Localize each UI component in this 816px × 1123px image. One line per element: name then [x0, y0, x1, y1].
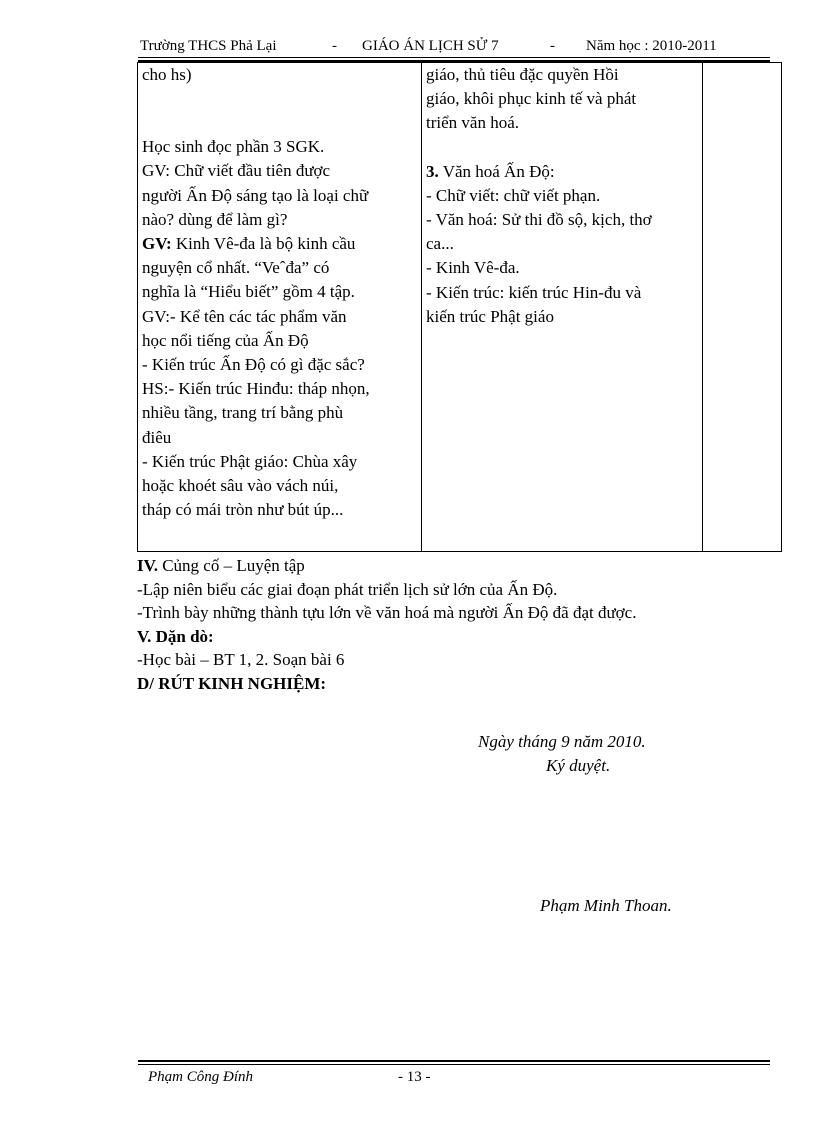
- section-d-title: [137, 672, 777, 696]
- text-line: học nổi tiếng của Ấn Độ: [142, 330, 309, 350]
- section-d-title-text: D/ RÚT KINH NGHIỆM:: [137, 673, 327, 693]
- text-line: giáo, thủ tiêu đặc quyền Hồi: [426, 65, 619, 84]
- text-line: điêu: [142, 427, 172, 447]
- text-line: - Kinh Vê-đa.: [426, 258, 520, 278]
- section-v-title-text: V. Dặn dò:: [137, 626, 214, 646]
- section-heading: [426, 160, 698, 184]
- footer-rule-thin: [138, 1064, 770, 1065]
- text-line: [142, 232, 417, 256]
- signature-name: Phạm Minh Thoan.: [540, 896, 672, 915]
- heading-number: 3.: [426, 161, 439, 181]
- header-rule-thin: [138, 57, 770, 58]
- text-line: Học sinh đọc phần 3 SGK.: [142, 137, 325, 157]
- section-v-title: [137, 625, 777, 649]
- text-line: GV:- Kể tên các tác phẩm văn: [142, 306, 347, 326]
- text-line: nghĩa là “Hiểu biết” gồm 4 tập.: [142, 282, 355, 302]
- text-line: - Văn hoá: Sử thi đồ sộ, kịch, thơ: [426, 210, 652, 230]
- text-line: nguyện cổ nhất. “Veˆđa” có: [142, 258, 330, 278]
- footer-page-number: - 13 -: [398, 1069, 431, 1085]
- content-cell: [422, 63, 703, 552]
- lesson-closing: [137, 554, 777, 695]
- footer-rule-thick: [138, 1060, 770, 1062]
- teacher-student-activity-cell: [138, 63, 422, 552]
- text-line: - Kiến trúc Phật giáo: Chùa xây: [142, 451, 358, 471]
- section-number: IV.: [137, 556, 158, 575]
- signature-date: Ngày tháng 9 năm 2010.: [478, 732, 646, 751]
- text-line: - Chữ viết: chữ viết phạn.: [426, 185, 601, 205]
- spacer: [142, 87, 417, 135]
- gv-label: GV:: [142, 234, 172, 254]
- text-line: kiến trúc Phật giáo: [426, 306, 554, 326]
- text-line: nào? dùng để làm gì?: [142, 209, 288, 229]
- section-title-text: Củng cố – Luyện tập: [157, 556, 305, 575]
- text-line: giáo, khôi phục kinh tế và phát: [426, 89, 637, 109]
- header-sep-2: -: [550, 38, 555, 54]
- section-iv-item: -Lập niên biểu các giai đoạn phát triển lịch sử lớn của Ấn Độ.: [137, 579, 558, 599]
- text-line: cho hs): [142, 65, 192, 84]
- text-line: HS:- Kiến trúc Hinđu: tháp nhọn,: [142, 379, 370, 399]
- header-sep-1: -: [332, 38, 337, 54]
- section-v-item: -Học bài – BT 1, 2. Soạn bài 6: [137, 650, 345, 669]
- text-line: - Kiến trúc: kiến trúc Hin-đu và: [426, 282, 642, 302]
- heading-text: Văn hoá Ấn Độ:: [438, 161, 555, 181]
- text-line: triển văn hoá.: [426, 113, 519, 133]
- text-line: - Kiến trúc Ấn Độ có gì đặc sắc?: [142, 355, 365, 375]
- footer-author: Phạm Công Đính: [148, 1069, 253, 1085]
- text-line: hoặc khoét sâu vào vách núi,: [142, 476, 339, 496]
- text-line: GV: Chữ viết đầu tiên được: [142, 161, 331, 181]
- table-row: [138, 63, 782, 552]
- header-year: Năm học : 2010-2011: [586, 38, 717, 54]
- notes-cell: [703, 63, 782, 552]
- section-iv-title: [137, 554, 777, 578]
- header-school: Trường THCS Phả Lại: [140, 38, 277, 54]
- spacer: [426, 136, 698, 160]
- header-subject: GIÁO ÁN LỊCH SỬ 7: [362, 38, 499, 54]
- section-iv-item: -Trình bày những thành tựu lớn về văn hoá mà người Ấn Độ đã đạt được.: [137, 603, 637, 622]
- text-line: tháp có mái tròn như bút úp...: [142, 500, 344, 520]
- text-line: nhiều tầng, trang trí bằng phù: [142, 403, 344, 423]
- text-line: ca...: [426, 234, 454, 254]
- lesson-table: [137, 62, 782, 552]
- signature-approved: Ký duyệt.: [546, 756, 611, 775]
- text-run: Kinh Vê-đa là bộ kinh cầu: [171, 234, 356, 254]
- text-line: người Ấn Độ sáng tạo là loại chữ: [142, 185, 369, 205]
